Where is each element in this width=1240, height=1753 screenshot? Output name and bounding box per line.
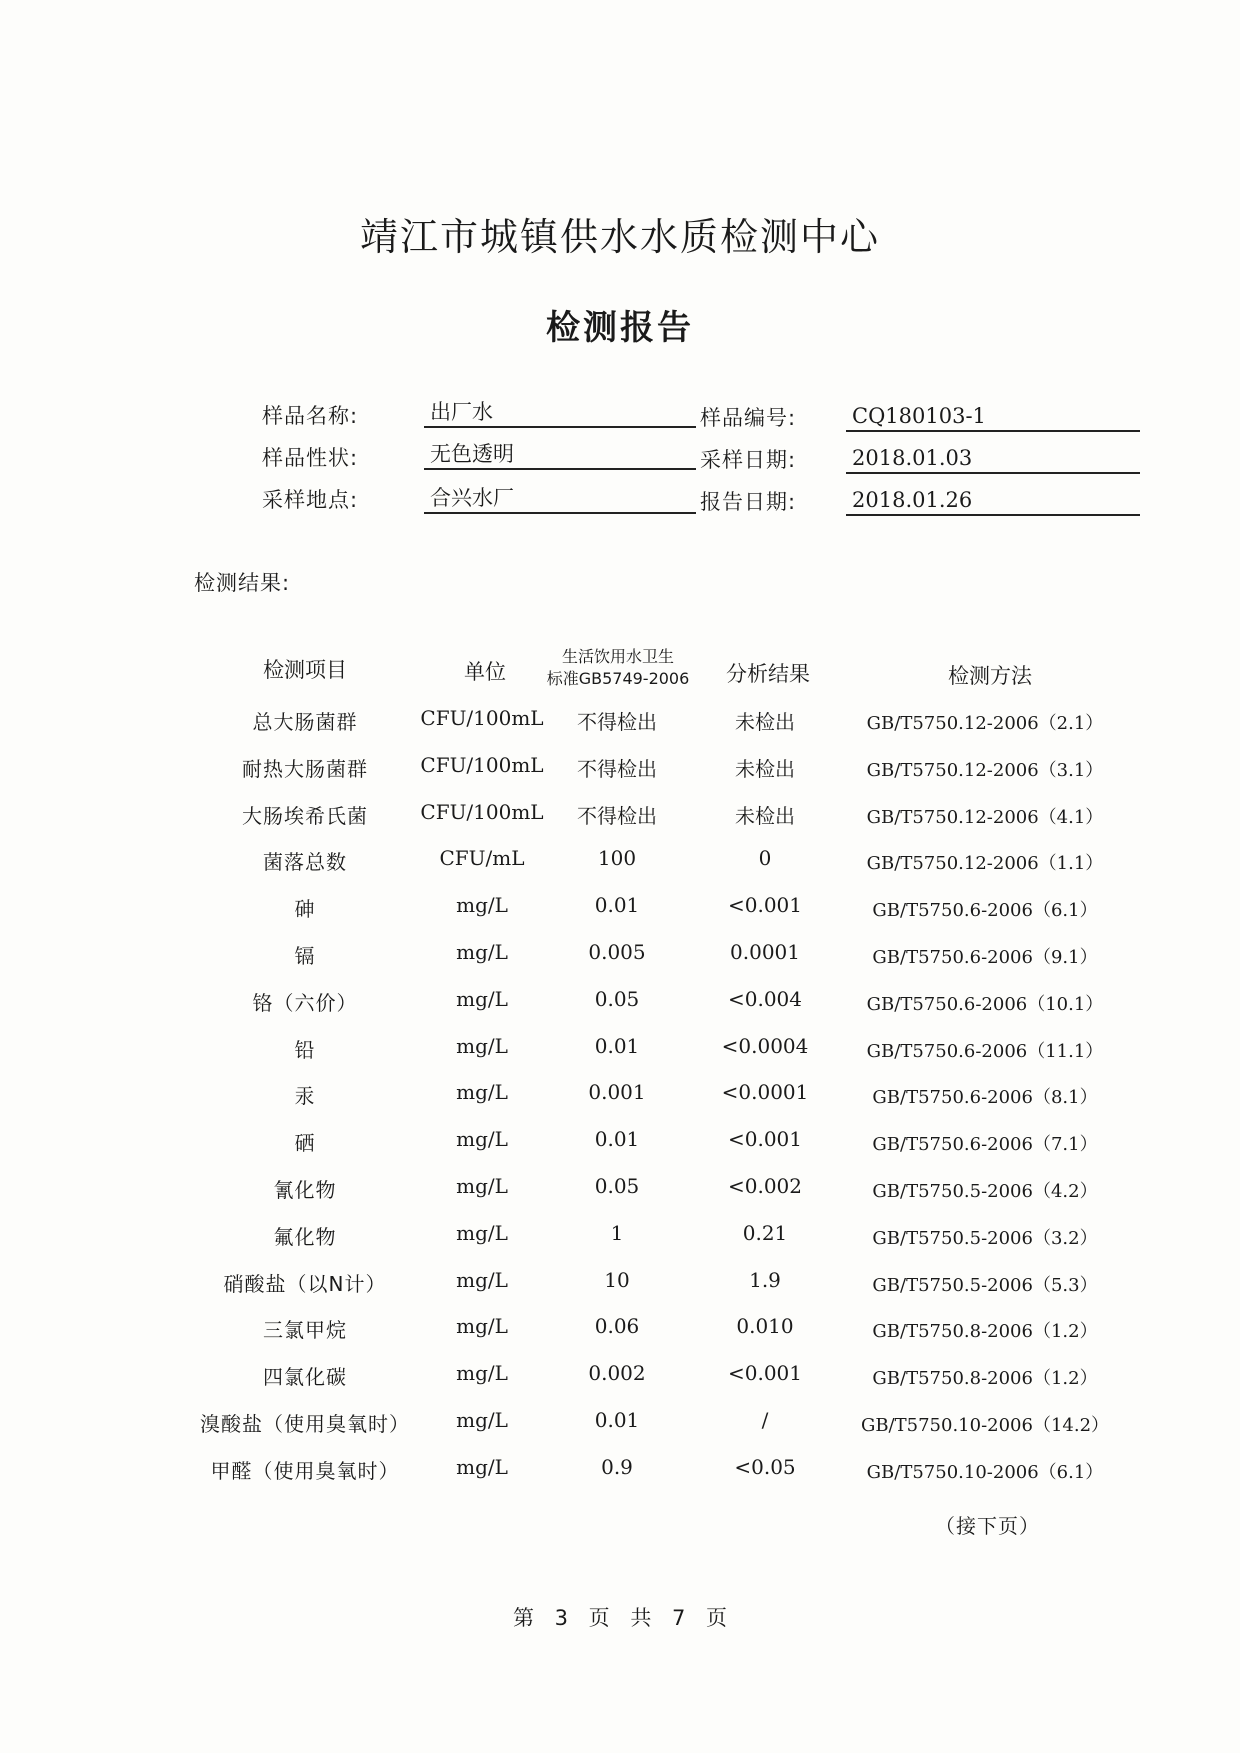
table-row [0,753,1240,800]
cell-item: 硝酸盐（以N计） [223,1271,387,1296]
cell-method: GB/T5750.6-2006（8.1） [872,1087,1098,1109]
cell-standard: 0.01 [594,1127,640,1152]
cell-result: 0.0001 [730,940,800,964]
cell-standard: 0.05 [594,1174,640,1198]
cell-item: 四氯化碳 [263,1365,347,1390]
cell-item: 耐热大肠菌群 [242,756,368,781]
cell-result: <0.0004 [721,1033,809,1058]
header-item: 检测项目 [263,658,347,682]
table-row [0,800,1240,847]
cell-method: GB/T5750.5-2006（4.2） [872,1181,1098,1202]
table-row [0,1127,1240,1174]
cell-standard: 0.001 [588,1080,646,1105]
cell-unit: mg/L [456,940,508,964]
report-date-label: 报告日期: [700,490,797,514]
cell-method: GB/T5750.12-2006（2.1） [866,713,1104,734]
cell-method: GB/T5750.6-2006（10.1） [866,993,1104,1015]
cell-method: GB/T5750.6-2006（6.1） [872,900,1098,922]
cell-unit: mg/L [456,1033,508,1058]
cell-method: GB/T5750.5-2006（3.2） [872,1227,1098,1249]
cell-unit: mg/L [456,1454,508,1479]
cell-method: GB/T5750.10-2006（6.1） [866,1461,1104,1483]
table-row [0,1080,1240,1127]
table-row [0,1314,1240,1361]
table-row [0,987,1240,1034]
cell-unit: CFU/mL [439,846,525,871]
table-row [0,1268,1240,1315]
cell-result: / [761,1408,769,1432]
cell-standard: 0.01 [594,893,640,918]
cell-unit: mg/L [456,1267,508,1292]
cell-method: GB/T5750.8-2006（1.2） [872,1368,1098,1390]
table-row [0,1034,1240,1081]
sampling-location-label: 采样地点: [262,488,359,512]
continue-note: （接下页） [935,1514,1040,1538]
table-row [0,1221,1240,1268]
cell-unit: mg/L [456,986,508,1011]
table-row [0,893,1240,940]
cell-item: 三氯甲烷 [263,1318,347,1343]
cell-method: GB/T5750.12-2006（4.1） [866,806,1104,828]
sampling-date-label: 采样日期: [700,448,797,472]
page-number: 第 3 页 共 7 页 [512,1606,728,1630]
report-title: 检测报告 [546,308,694,348]
cell-result: <0.002 [727,1174,803,1198]
cell-item: 氟化物 [273,1224,337,1249]
cell-item: 甲醛（使用臭氧时） [210,1458,400,1483]
table-row [0,1455,1240,1502]
cell-result: <0.05 [734,1454,796,1479]
cell-item: 溴酸盐（使用臭氧时） [200,1412,410,1436]
header-standard-line1: 生活饮用水卫生 [561,647,674,666]
header-unit: 单位 [464,660,506,684]
cell-item: 总大肠菌群 [252,710,358,734]
table-row [0,846,1240,893]
cell-standard: 0.06 [594,1314,640,1339]
cell-standard: 0.05 [594,986,640,1011]
cell-standard: 0.002 [588,1361,646,1386]
cell-unit: CFU/100mL [420,752,544,777]
cell-method: GB/T5750.6-2006（7.1） [872,1134,1098,1156]
cell-standard: 0.01 [594,1033,640,1058]
report-date-value: 2018.01.26 [846,486,1140,516]
cell-standard: 不得检出 [577,710,657,734]
cell-standard: 10 [604,1267,630,1292]
cell-item: 大肠埃希氏菌 [242,803,368,828]
cell-result: <0.001 [727,893,803,918]
header-standard-line2: 标准GB5749-2006 [546,669,690,688]
sample-nature-value: 无色透明 [424,440,696,470]
table-row [0,1361,1240,1408]
cell-unit: mg/L [456,1220,508,1245]
cell-unit: CFU/100mL [420,706,544,730]
cell-standard: 0.005 [588,940,646,964]
cell-item: 硒 [294,1131,316,1156]
cell-item: 菌落总数 [263,850,347,875]
cell-result: 0.21 [742,1220,788,1245]
table-header [0,640,1240,700]
sample-name-label: 样品名称: [262,404,359,428]
cell-result: 1.9 [749,1267,781,1292]
cell-result: 未检出 [735,756,795,781]
cell-standard: 1 [610,1220,624,1245]
cell-item: 氰化物 [273,1178,337,1202]
results-label: 检测结果: [194,571,291,595]
sampling-date-value: 2018.01.03 [846,444,1140,474]
cell-item: 砷 [294,897,316,922]
cell-unit: mg/L [456,893,508,918]
cell-standard: 不得检出 [577,756,657,781]
cell-standard: 不得检出 [577,803,657,828]
cell-unit: mg/L [456,1314,508,1339]
cell-result: <0.001 [727,1127,803,1152]
sample-id-value: CQ180103-1 [846,402,1140,432]
cell-item: 汞 [294,1084,316,1109]
cell-unit: mg/L [456,1408,508,1432]
header-result: 分析结果 [726,662,810,686]
cell-result: <0.001 [727,1361,803,1386]
cell-result: 未检出 [735,803,795,828]
cell-standard: 0.9 [601,1454,633,1479]
cell-method: GB/T5750.10-2006（14.2） [860,1415,1110,1436]
table-row [0,1408,1240,1455]
cell-method: GB/T5750.12-2006（3.1） [866,759,1104,781]
cell-method: GB/T5750.5-2006（5.3） [872,1274,1098,1296]
table-row [0,706,1240,753]
cell-standard: 0.01 [594,1408,640,1432]
cell-result: 0.010 [736,1314,794,1339]
cell-item: 铅 [294,1037,316,1062]
cell-result: <0.0001 [721,1080,809,1105]
cell-unit: CFU/100mL [420,799,544,824]
table-row [0,940,1240,987]
sample-name-value: 出厂水 [424,398,696,428]
cell-result: 0 [758,846,772,871]
sampling-location-value: 合兴水厂 [424,484,696,514]
cell-item: 铬（六价） [252,990,358,1015]
table-row [0,1174,1240,1221]
header-method: 检测方法 [948,664,1032,688]
cell-method: GB/T5750.12-2006（1.1） [866,853,1104,875]
cell-unit: mg/L [456,1080,508,1105]
org-title: 靖江市城镇供水水质检测中心 [359,215,880,259]
cell-method: GB/T5750.6-2006（9.1） [872,947,1098,968]
sample-nature-label: 样品性状: [262,446,359,470]
cell-unit: mg/L [456,1127,508,1152]
cell-result: 未检出 [735,710,795,734]
cell-unit: mg/L [456,1174,508,1198]
cell-standard: 100 [597,846,637,871]
cell-result: <0.004 [727,986,803,1011]
header-standard [547,646,690,690]
sample-id-label: 样品编号: [700,406,797,430]
cell-unit: mg/L [456,1361,508,1386]
cell-method: GB/T5750.6-2006（11.1） [866,1040,1104,1062]
cell-method: GB/T5750.8-2006（1.2） [872,1321,1098,1343]
cell-item: 镉 [294,944,316,968]
